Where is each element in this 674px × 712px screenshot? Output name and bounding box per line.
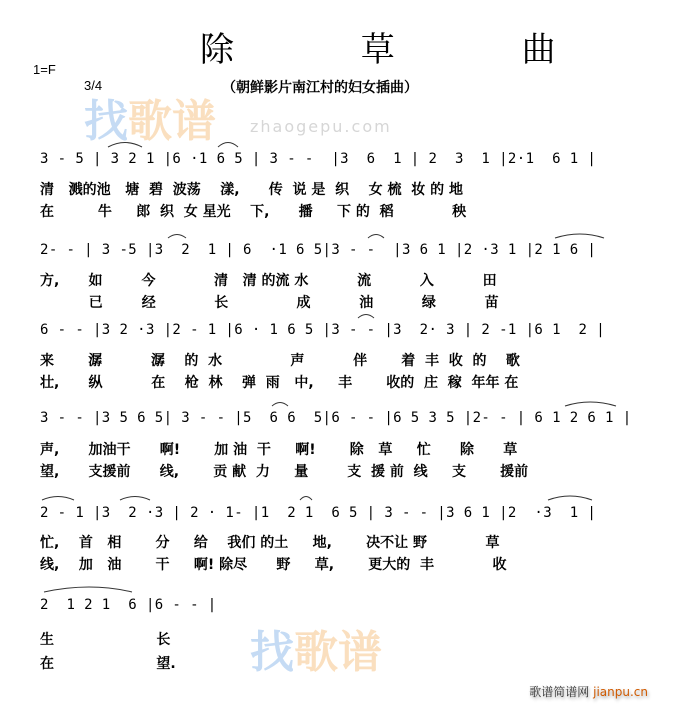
notation-row-1: 3 - 5 | 3 2 1 |6 ·1 6 5 | 3 - - |3 6 1 | 2 3 1 |2·1 6 1 | — [40, 151, 597, 167]
site-footer: 歌谱简谱网 jianpu.cn — [529, 685, 648, 699]
watermark-logo: 找歌谱 — [84, 96, 216, 147]
notation-row-3: 6 - - |3 2 ·3 |2 - 1 |6 · 1 6 5 |3 - - |3 2· 3 | 2 -1 |6 1 2 | — [40, 322, 606, 338]
lyric-verse2-row-6: 在 望. — [40, 656, 176, 672]
subtitle: （朝鲜影片南江村的妇女插曲） — [222, 80, 418, 96]
lyric-verse2-row-1: 在 牛 郎 织 女 星光 下, 播 下 的 稻 秧 — [40, 204, 467, 220]
notation-row-5: 2 - 1 |3 2 ·3 | 2 · 1- |1 2 1 6 5 | 3 - - |3 6 1 |2 ·3 1 | — [40, 505, 597, 521]
song-title: 除 草 曲 — [200, 30, 614, 70]
lyric-verse2-row-4: 望, 支援前 线, 贡 献 力 量 支 援 前 线 支 援前 — [40, 464, 529, 480]
lyric-verse1-row-4: 声, 加油干 啊! 加 油 干 啊! 除 草 忙 除 草 — [40, 442, 518, 458]
watermark-url: zhaogepu.com — [250, 117, 392, 136]
notation-row-4: 3 - - |3 5 6 5| 3 - - |5 6 6 5|6 - - |6 5 3 5 |2- - | 6 1 2 6 1 | — [40, 410, 632, 426]
lyric-verse2-row-5: 线, 加 油 干 啊! 除尽 野 草, 更大的 丰 收 — [40, 557, 507, 573]
lyric-verse1-row-2: 方, 如 今 清 清 的流 水 流 入 田 — [40, 273, 497, 289]
lyric-verse1-row-3: 来 潺 潺 的 水 声 伴 着 丰 收 的 歌 — [40, 353, 520, 369]
watermark-logo: 找歌谱 — [250, 627, 382, 678]
notation-row-2: 2- - | 3 -5 |3 2 1 | 6 ·1 6 5|3 - - |3 6 1 |2 ·3 1 |2 1 6 | — [40, 242, 597, 258]
lyric-verse2-row-2: 已 经 长 成 油 绿 苗 — [40, 295, 499, 311]
time-signature: 3/4 — [84, 78, 103, 93]
lyric-verse1-row-1: 清 溅的池 塘 碧 波荡 漾, 传 说 是 织 女 梳 妆 的 地 — [40, 182, 464, 198]
lyric-verse2-row-3: 壮, 纵 在 枪 林 弹 雨 中, 丰 收的 庄 稼 年年 在 — [40, 375, 519, 391]
key-signature: 1=F — [33, 62, 56, 77]
notation-row-6: 2 1 2 1 6 |6 - - | — [40, 597, 217, 613]
lyric-verse1-row-6: 生 长 — [40, 632, 171, 648]
lyric-verse1-row-5: 忙, 首 相 分 给 我们 的土 地, 决不让 野 草 — [40, 535, 500, 551]
